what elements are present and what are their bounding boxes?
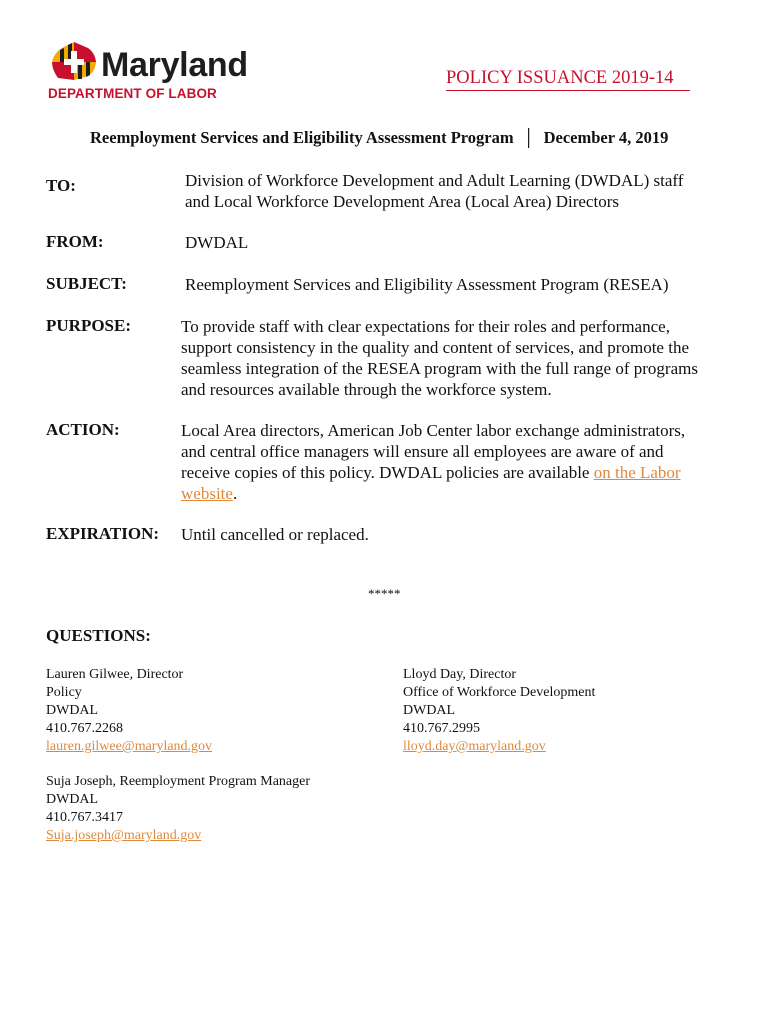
contact-joseph: Suja Joseph, Reemployment Program Manager DWDAL 410.767.3417 Suja.joseph@maryland.gov [46, 774, 311, 843]
issue-date: December 4, 2019 [543, 128, 669, 147]
document-title [90, 128, 668, 148]
email-link-day[interactable]: lloyd.day@maryland.gov [403, 739, 546, 754]
subject-value: Reemployment Services and Eligibility Assessment Program (RESEA) [185, 275, 669, 294]
action-value: Local Area directors, American Job Center labor exchange administrators, and central office managers will ensure all employees are aware of and receive copies of this policy. DWDAL policies are available on the Labor website. [181, 421, 686, 503]
subject-label: SUBJECT: [46, 274, 127, 293]
action-label: ACTION: [46, 420, 120, 439]
labor-website-link-cont[interactable]: website [181, 484, 233, 503]
expiration-label: EXPIRATION: [46, 524, 160, 543]
logo-department: DEPARTMENT OF LABOR [48, 86, 217, 101]
logo-wordmark: Maryland [101, 46, 248, 84]
contact-day: Lloyd Day, Director Office of Workforce Development DWDAL 410.767.2995 lloyd.day@maryland.gov [403, 667, 596, 754]
purpose-label: PURPOSE: [46, 316, 131, 335]
section-separator: ***** [368, 586, 401, 601]
labor-website-link[interactable]: on the Labor [593, 463, 681, 482]
title-separator: │ [522, 128, 535, 147]
from-label: FROM: [46, 232, 104, 251]
contact-gilwee: Lauren Gilwee, Director Policy DWDAL 410.767.2268 lauren.gilwee@maryland.gov [46, 667, 213, 754]
policy-issuance-number: POLICY ISSUANCE 2019-14 [446, 68, 674, 88]
from-value: DWDAL [185, 233, 249, 252]
issuance-underline [446, 90, 690, 91]
to-label: TO: [46, 176, 76, 195]
expiration-value: Until cancelled or replaced. [181, 525, 369, 544]
email-link-gilwee[interactable]: lauren.gilwee@maryland.gov [46, 739, 213, 754]
purpose-value: To provide staff with clear expectations for their roles and performance, support consistency in the quality and content of services, and promote the seamless integration of the RESEA program with the full range of programs and resources available through the workforce system. [181, 317, 698, 399]
questions-heading: QUESTIONS: [46, 626, 151, 645]
to-value: Division of Workforce Development and Adult Learning (DWDAL) staff and Local Workforce Development Area (Local Area) Directors [185, 171, 684, 211]
email-link-joseph[interactable]: Suja.joseph@maryland.gov [46, 828, 202, 843]
maryland-flag-logo-icon [48, 42, 100, 82]
program-name: Reemployment Services and Eligibility Assessment Program [90, 128, 514, 147]
